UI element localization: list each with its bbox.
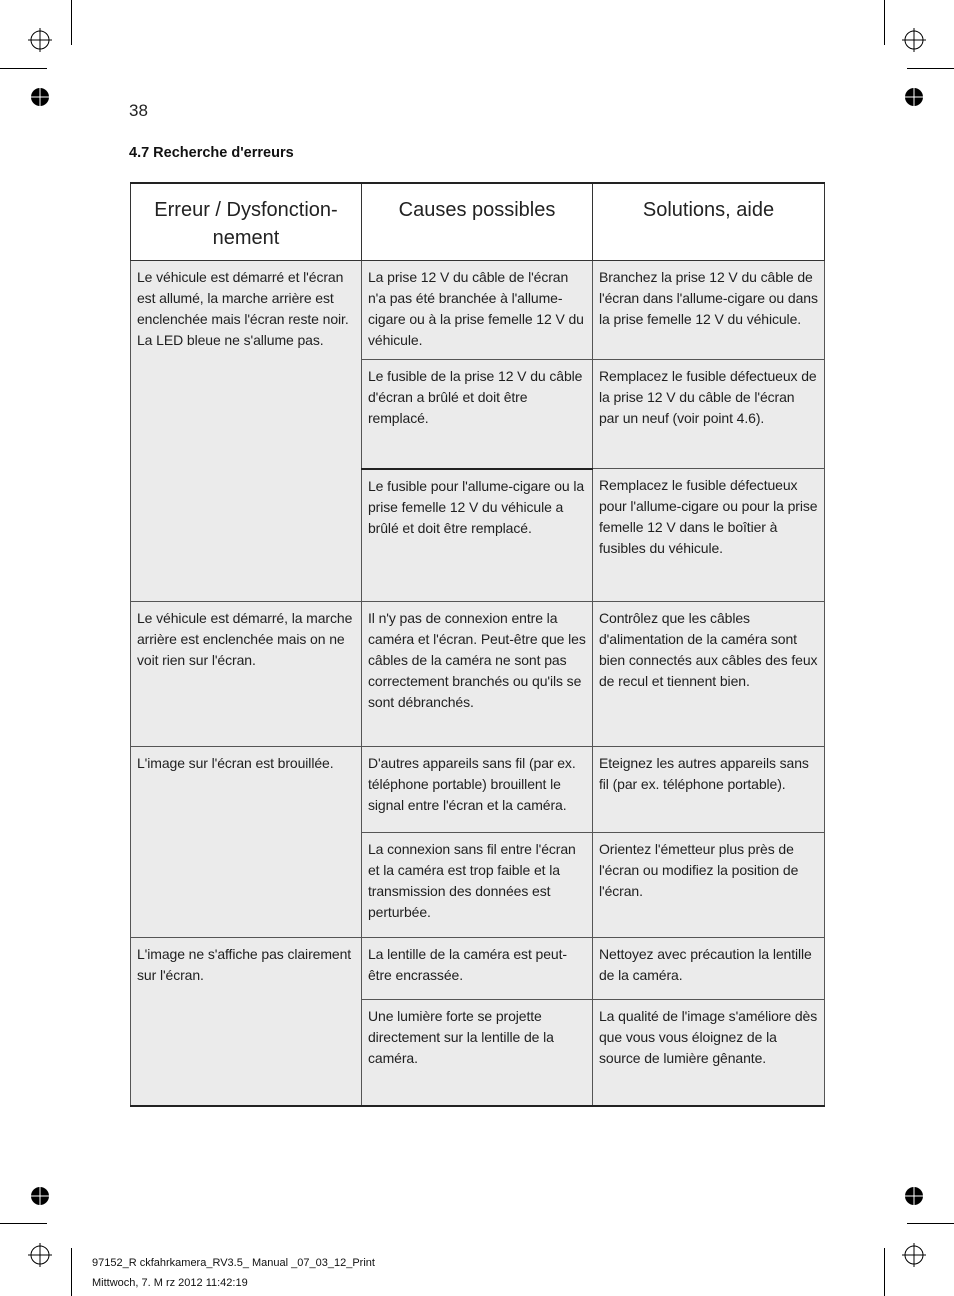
header-causes: Causes possibles (362, 183, 593, 261)
crop-line (907, 68, 954, 69)
cause-cell: La prise 12 V du câble de l'écran n'a pas été branchée à l'allume-cigare ou à la prise femelle 12 V du véhicule. (362, 261, 593, 360)
cause-cell: Le fusible de la prise 12 V du câble d'écran a brûlé et doit être remplacé. (362, 360, 593, 469)
error-cell: L'image ne s'affiche pas clairement sur l'écran. (131, 938, 362, 1106)
solution-cell: La qualité de l'image s'améliore dès que vous vous éloignez de la source de lumière gênante. (593, 1000, 825, 1106)
registration-mark-icon (902, 1243, 926, 1267)
crop-line (884, 1248, 885, 1296)
cause-cell: Le fusible pour l'allume-cigare ou la prise femelle 12 V du véhicule a brûlé et doit être remplacé. (362, 469, 593, 602)
table-row (131, 938, 825, 1000)
error-cell: L'image sur l'écran est brouillée. (131, 747, 362, 938)
table-header-row (131, 183, 825, 261)
troubleshooting-table (130, 182, 825, 1107)
cause-cell: D'autres appareils sans fil (par ex. téléphone portable) brouillent le signal entre l'écran et la caméra. (362, 747, 593, 833)
table-row (131, 747, 825, 833)
solution-cell: Branchez la prise 12 V du câble de l'écran dans l'allume-cigare ou dans la prise femelle 12 V du véhicule. (593, 261, 825, 360)
register-dot-icon (903, 86, 925, 108)
header-error: Erreur / Dysfonction-nement (131, 183, 362, 261)
crop-line (884, 0, 885, 45)
registration-mark-icon (902, 28, 926, 52)
table-row (131, 261, 825, 360)
crop-line (907, 1223, 954, 1224)
error-cell: Le véhicule est démarré, la marche arrière est enclenchée mais on ne voit rien sur l'écran. (131, 602, 362, 747)
solution-cell: Remplacez le fusible défectueux pour l'allume-cigare ou pour la prise femelle 12 V dans le boîtier à fusibles du véhicule. (593, 469, 825, 602)
print-footer-line1: 97152_R ckfahrkamera_RV3.5_ Manual _07_03_12_Print (92, 1257, 375, 1269)
section-title: 4.7 Recherche d'erreurs (129, 145, 294, 161)
crop-line (0, 68, 47, 69)
solution-cell: Nettoyez avec précaution la lentille de la caméra. (593, 938, 825, 1000)
cause-cell: La lentille de la caméra est peut-être encrassée. (362, 938, 593, 1000)
header-solutions: Solutions, aide (593, 183, 825, 261)
register-dot-icon (29, 1185, 51, 1207)
print-footer-line2: Mittwoch, 7. M rz 2012 11:42:19 (92, 1277, 248, 1289)
crop-line (0, 1223, 47, 1224)
page-number: 38 (129, 101, 148, 120)
solution-cell: Contrôlez que les câbles d'alimentation de la caméra sont bien connectés aux câbles des feux de recul et tiennent bien. (593, 602, 825, 747)
table-row (131, 602, 825, 747)
registration-mark-icon (28, 1243, 52, 1267)
registration-mark-icon (28, 28, 52, 52)
register-dot-icon (903, 1185, 925, 1207)
solution-cell: Remplacez le fusible défectueux de la prise 12 V du câble de l'écran par un neuf (voir point 4.6). (593, 360, 825, 469)
solution-cell: Orientez l'émetteur plus près de l'écran ou modifiez la position de l'écran. (593, 833, 825, 938)
solution-cell: Eteignez les autres appareils sans fil (par ex. téléphone portable). (593, 747, 825, 833)
crop-line (71, 1248, 72, 1296)
crop-line (71, 0, 72, 45)
cause-cell: Il n'y pas de connexion entre la caméra et l'écran. Peut-être que les câbles de la caméra ne sont pas correctement branchés ou qu'ils se sont débranchés. (362, 602, 593, 747)
register-dot-icon (29, 86, 51, 108)
cause-cell: Une lumière forte se projette directement sur la lentille de la caméra. (362, 1000, 593, 1106)
error-cell: Le véhicule est démarré et l'écran est allumé, la marche arrière est enclenchée mais l'écran reste noir. La LED bleue ne s'allume pas. (131, 261, 362, 602)
cause-cell: La connexion sans fil entre l'écran et la caméra est trop faible et la transmission des données est perturbée. (362, 833, 593, 938)
